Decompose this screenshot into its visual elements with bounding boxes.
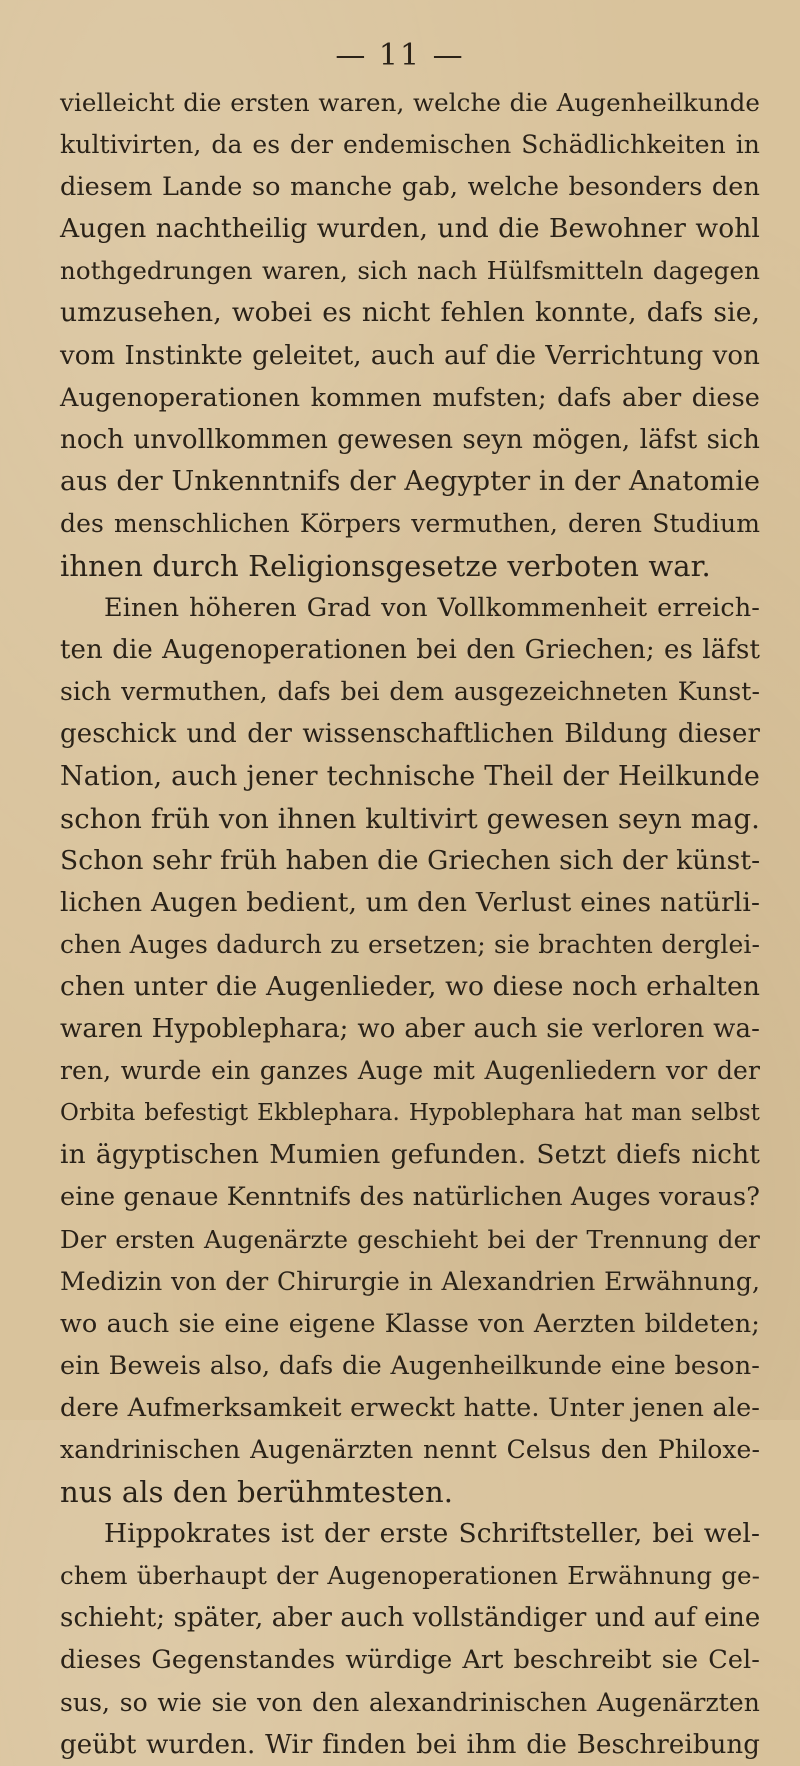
text-line: ihnen durch Religionsgesetze verboten war. — [60, 549, 711, 584]
text-line: ein Beweis also, dafs die Augenheilkunde eine beson- — [60, 1350, 760, 1381]
text-line: dieses Gegenstandes würdige Art beschreibt sie Cel- — [60, 1645, 760, 1676]
text-line: geübt wurden. Wir finden bei ihm die Beschreibung — [60, 1729, 760, 1760]
text-line: geschick und der wissenschaftlichen Bildung dieser — [60, 719, 760, 750]
text-line: lichen Augen bedient, um den Verlust eines natürli- — [60, 886, 760, 918]
text-line: xandrinischen Augenärzten nennt Celsus den Philoxe- — [60, 1435, 760, 1464]
text-line: nothgedrungen waren, sich nach Hülfsmitteln dagegen — [60, 256, 760, 286]
text-line: noch unvollkommen gewesen seyn mögen, läfst sich — [60, 424, 760, 455]
text-line: ten die Augenoperationen bei den Griechen; es läfst — [60, 635, 760, 666]
text-line: sus, so wie sie von den alexandrinischen Augenärzten — [60, 1687, 760, 1717]
text-line: des menschlichen Körpers vermuthen, deren Studium — [60, 508, 760, 538]
page-number: — 11 — — [335, 38, 465, 73]
text-line: kultivirten, da es der endemischen Schädlichkeiten in — [60, 130, 760, 160]
text-line: vielleicht die ersten waren, welche die Augenheilkunde — [60, 88, 760, 117]
text-line: Medizin von der Chirurgie in Alexandrien Erwähnung, — [60, 1266, 760, 1296]
text-line: in ägyptischen Mumien gefunden. Setzt diefs nicht — [60, 1139, 760, 1171]
text-line: chen unter die Augenlieder, wo diese noch erhalten — [60, 970, 760, 1002]
text-line: schon früh von ihnen kultivirt gewesen seyn mag. — [60, 802, 761, 835]
text-line: ren, wurde ein ganzes Auge mit Augenliedern vor der — [60, 1056, 760, 1086]
body-text — [60, 82, 760, 1766]
text-line: chen Auges dadurch zu ersetzen; sie brachten derglei- — [60, 929, 760, 959]
text-line: Nation, auch jener technische Theil der Heilkunde — [60, 760, 760, 792]
text-line: Der ersten Augenärzte geschieht bei der Trennung der — [60, 1224, 760, 1254]
text-line: sich vermuthen, dafs bei dem ausgezeichneten Kunst- — [60, 677, 760, 707]
text-line: nus als den berühmtesten. — [60, 1475, 454, 1510]
text-line: schieht; später, aber auch vollständiger und auf eine — [60, 1603, 761, 1634]
text-line: Schon sehr früh haben die Griechen sich der künst- — [60, 844, 761, 876]
text-line: Hippokrates ist der erste Schriftsteller, bei wel- — [104, 1518, 760, 1550]
text-line: diesem Lande so manche gab, welche besonders den — [60, 172, 760, 203]
text-line: chem überhaupt der Augenoperationen Erwähnung ge- — [60, 1561, 760, 1591]
text-line: Orbita befestigt Ekblephara. Hypoblephara hat man selbst — [60, 1100, 760, 1127]
text-line: waren Hypoblephara; wo aber auch sie verloren wa- — [60, 1014, 760, 1045]
text-line: dere Aufmerksamkeit erweckt hatte. Unter jenen ale- — [60, 1392, 760, 1423]
text-line: Augen nachtheilig wurden, und die Bewohner wohl — [60, 213, 760, 245]
text-line: Augenoperationen kommen mufsten; dafs aber diese — [60, 382, 760, 413]
text-line: eine genaue Kenntnifs des natürlichen Auges voraus? — [60, 1182, 760, 1213]
text-line: aus der Unkenntnifs der Aegypter in der Anatomie — [60, 465, 761, 497]
text-line: umzusehen, wobei es nicht fehlen konnte, dafs sie, — [60, 297, 760, 329]
text-line: wo auch sie eine eigene Klasse von Aerzten bildeten; — [60, 1308, 760, 1339]
text-line: Einen höheren Grad von Vollkommenheit erreich- — [104, 593, 760, 624]
text-line: vom Instinkte geleitet, auch auf die Verrichtung von — [60, 340, 760, 371]
